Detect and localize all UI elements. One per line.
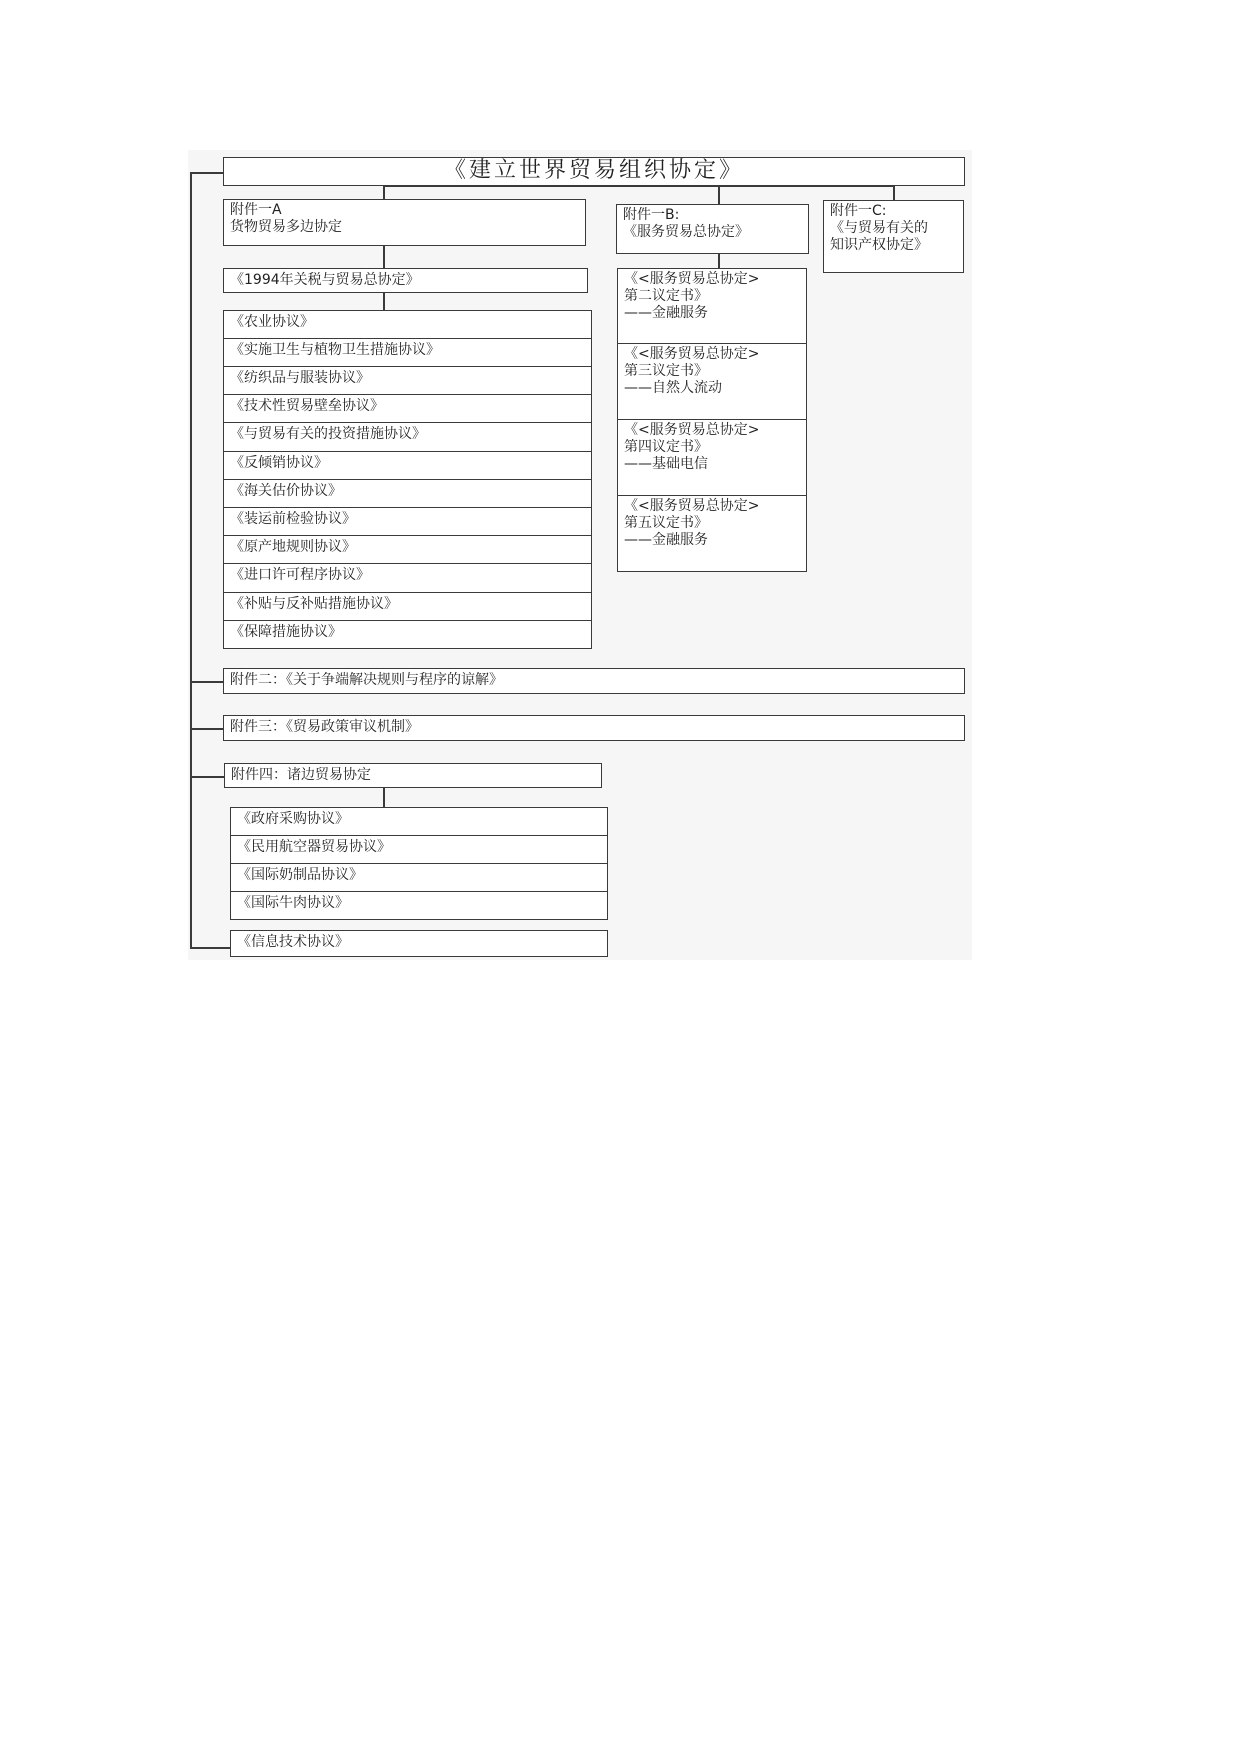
list-item: 《装运前检验协议》: [223, 508, 592, 536]
connector-it: [190, 947, 232, 949]
connector-annex1a: [383, 185, 385, 199]
list-item: 《海关估价协议》: [223, 480, 592, 508]
list-item: 《实施卫生与植物卫生措施协议》: [223, 339, 592, 367]
list-item: 《与贸易有关的投资措施协议》: [223, 423, 592, 452]
connector-annex2: [190, 681, 224, 683]
list-item: 《补贴与反补贴措施协议》: [223, 593, 592, 621]
list-item: 《纺织品与服装协议》: [223, 367, 592, 395]
list-item: 《政府采购协议》: [230, 807, 608, 836]
annex1b-box: 附件一B: 《服务贸易总协定》: [616, 204, 809, 254]
list-item: 《国际牛肉协议》: [230, 892, 608, 920]
annex2-box: 附件二：《关于争端解决规则与程序的谅解》: [223, 668, 965, 694]
list-item: 《<服务贸易总协定> 第二议定书》 ——金融服务: [617, 268, 807, 344]
list-item: 《<服务贸易总协定> 第三议定书》 ——自然人流动: [617, 344, 807, 420]
list-item: 《国际奶制品协议》: [230, 864, 608, 892]
root-agreement-box: 《建立世界贸易组织协定》: [223, 157, 965, 186]
it-agreement-box: 《信息技术协议》: [230, 930, 608, 957]
gatt-1994-box: 《1994年关税与贸易总协定》: [223, 268, 588, 293]
connector-annex4: [190, 776, 224, 778]
annex4-box: 附件四：诸边贸易协定: [224, 763, 602, 788]
annex3-box: 附件三：《贸易政策审议机制》: [223, 715, 965, 741]
list-item: 《原产地规则协议》: [223, 536, 592, 564]
list-item: 《民用航空器贸易协议》: [230, 836, 608, 864]
list-item: 《反倾销协议》: [223, 452, 592, 480]
connector-annex1b-list: [718, 253, 720, 269]
connector-annex1b: [718, 185, 720, 205]
left-spine-line: [190, 172, 192, 948]
connector-annex1a-list: [383, 292, 385, 311]
connector-annex4-list: [383, 787, 385, 808]
connector-annex3: [190, 728, 224, 730]
annex1c-box: 附件一C: 《与贸易有关的 知识产权协定》: [823, 200, 964, 273]
list-item: 《进口许可程序协议》: [223, 564, 592, 593]
list-item: 《农业协议》: [223, 310, 592, 339]
list-item: 《<服务贸易总协定> 第五议定书》 ——金融服务: [617, 496, 807, 572]
connector-gatt: [383, 245, 385, 268]
list-item: 《保障措施协议》: [223, 621, 592, 649]
annex1a-box: 附件一A 货物贸易多边协定: [223, 199, 586, 246]
connector-annex1c: [893, 185, 895, 201]
connector-root: [190, 172, 224, 174]
list-item: 《<服务贸易总协定> 第四议定书》 ——基础电信: [617, 420, 807, 496]
list-item: 《技术性贸易壁垒协议》: [223, 395, 592, 423]
